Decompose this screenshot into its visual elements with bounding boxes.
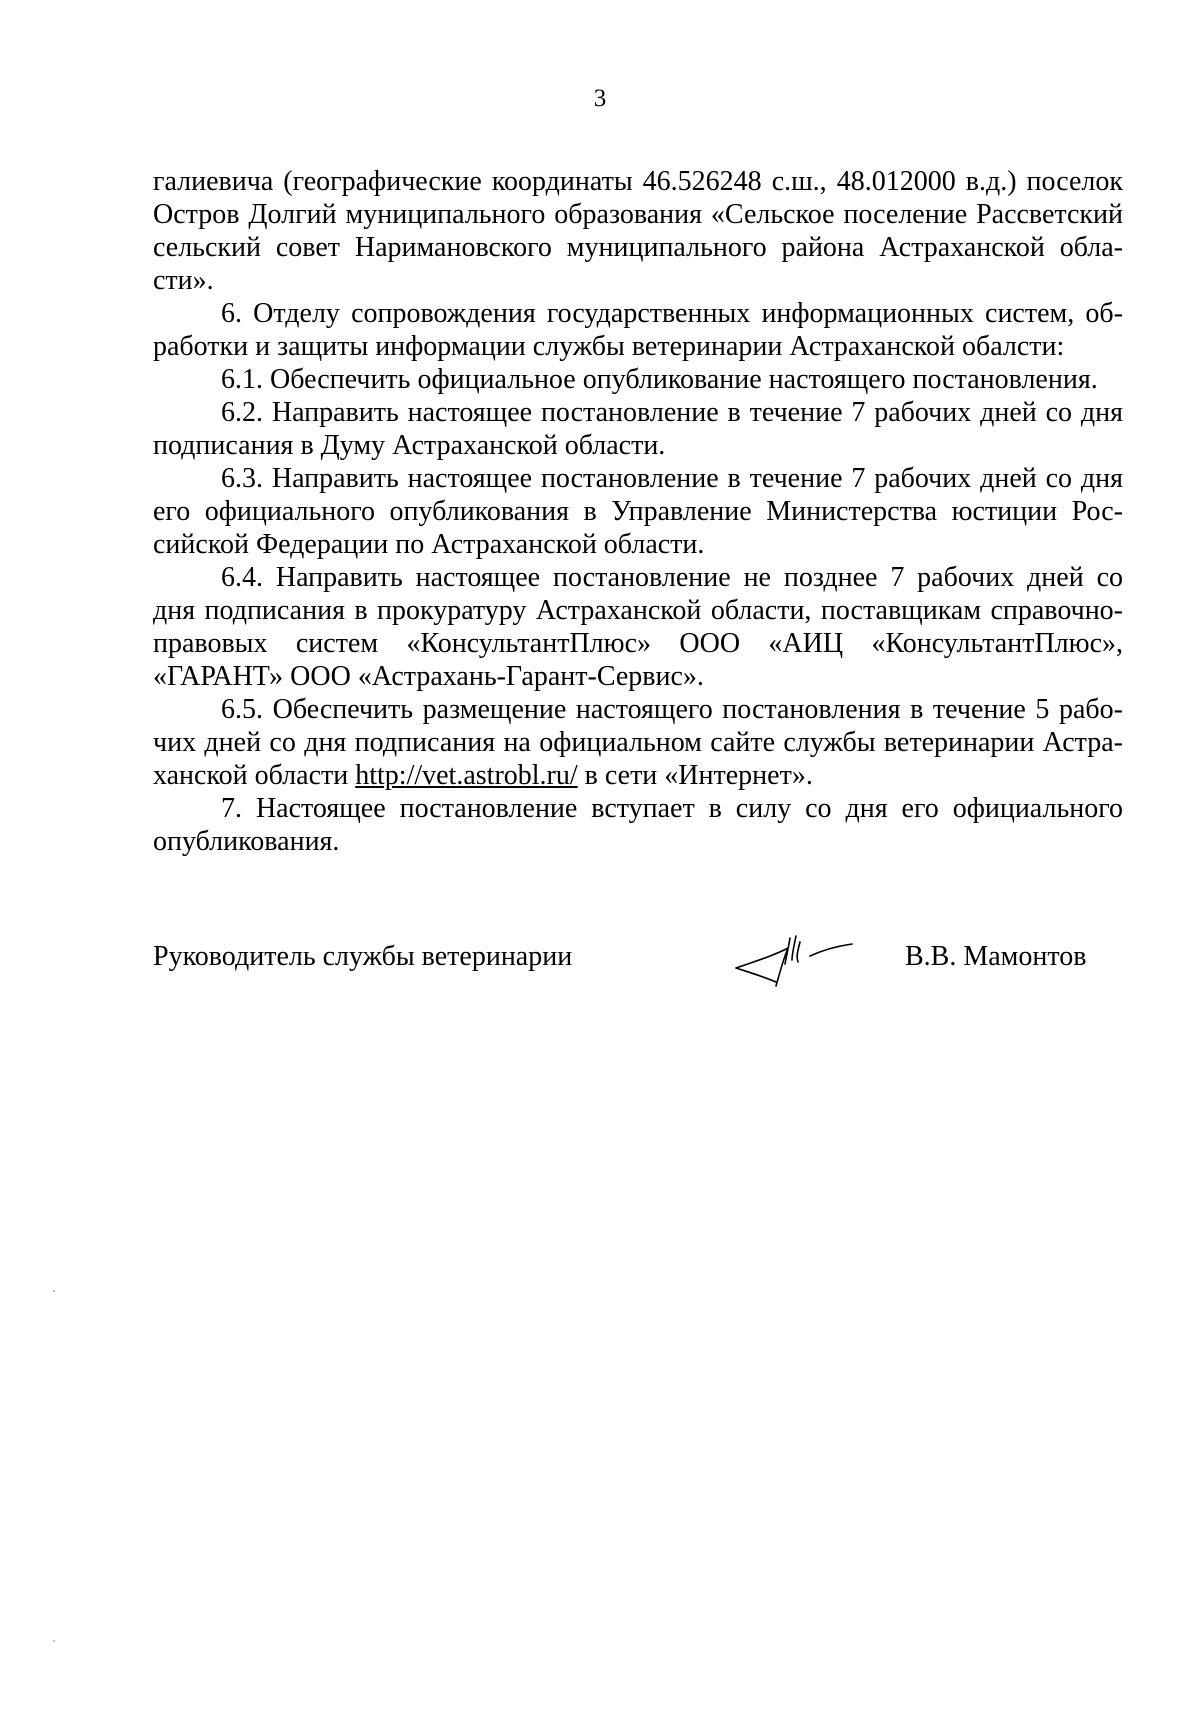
paragraph-item-6-1 (153, 363, 1123, 396)
document-body (153, 165, 1123, 858)
text-line: сийской Федерации по Астраханской области. (153, 529, 705, 560)
text-line: 6. Отделу сопровождения государственных информационных систем, об- (221, 298, 1123, 329)
signatory-name: В.В. Мамонтов (905, 941, 1087, 972)
text-line: 6.5. Обеспечить размещение настоящего постановления в течение 5 рабо- (221, 694, 1123, 725)
text-line-with-link (153, 759, 1123, 792)
paragraph-item-6-3 (153, 462, 1123, 561)
text-line: его официального опубликования в Управление Министерства юстиции Рос- (153, 496, 1123, 527)
text-fragment: ханской области (153, 760, 349, 791)
text-line: 7. Настоящее постановление вступает в силу со дня его официального (221, 793, 1123, 824)
handwritten-signature (728, 928, 858, 990)
paragraph-item-6-4 (153, 561, 1123, 693)
text-line: «ГАРАНТ» ООО «Астрахань-Гарант-Сервис». (153, 661, 704, 692)
scan-artifact (53, 1640, 55, 1642)
text-line: сельский совет Наримановского муниципального района Астраханской обла- (153, 232, 1123, 263)
signature-block (153, 928, 1123, 988)
paragraph-item-7 (153, 792, 1123, 858)
text-line: Остров Долгий муниципального образования «Сельское поселение Рассветский (153, 199, 1123, 230)
text-line: 6.2. Направить настоящее постановление в течение 7 рабочих дней со дня (221, 397, 1123, 428)
text-line: подписания в Думу Астраханской области. (153, 430, 666, 461)
scan-artifact (53, 1290, 55, 1292)
text-line: опубликования. (153, 826, 340, 857)
paragraph-item-6-5 (153, 693, 1123, 792)
text-line: правовых систем «КонсультантПлюс» ООО «АИЦ «КонсультантПлюс», (153, 628, 1123, 659)
text-line: галиевича (географические координаты 46.526248 с.ш., 48.012000 в.д.) поселок (153, 166, 1123, 197)
paragraph-location (153, 165, 1123, 297)
signatory-title: Руководитель службы ветеринарии (153, 941, 573, 972)
text-line: 6.3. Направить настоящее постановление в течение 7 рабочих дней со дня (221, 463, 1123, 494)
paragraph-item-6 (153, 297, 1123, 363)
website-link[interactable]: http://vet.astrobl.ru/ (355, 760, 578, 791)
text-fragment: в сети «Интернет». (584, 760, 813, 791)
text-line: сти». (153, 265, 214, 296)
text-line: работки и защиты информации службы ветеринарии Астраханской обалсти: (153, 331, 1065, 362)
text-line: 6.4. Направить настоящее постановление не позднее 7 рабочих дней со (221, 562, 1123, 593)
text-line: чих дней со дня подписания на официальном сайте службы ветеринарии Астра- (153, 727, 1123, 758)
paragraph-item-6-2 (153, 396, 1123, 462)
text-line: 6.1. Обеспечить официальное опубликование настоящего постановления. (221, 364, 1098, 395)
text-line: дня подписания в прокуратуру Астраханской области, поставщикам справочно- (153, 595, 1123, 626)
page-number: 3 (593, 85, 607, 112)
